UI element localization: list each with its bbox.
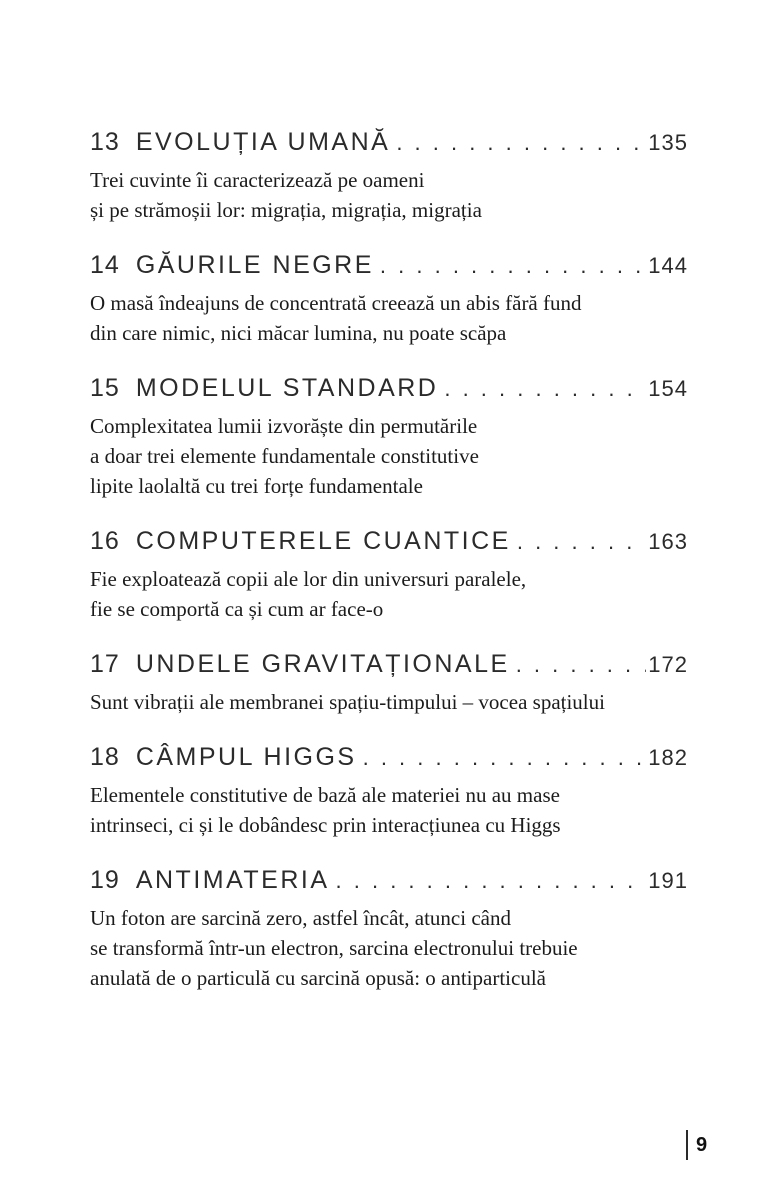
toc-entry-heading bbox=[90, 128, 688, 157]
chapter-title: EVOLUȚIA UMANĂ bbox=[135, 128, 391, 156]
chapter-page-number: 163 bbox=[648, 529, 688, 554]
toc-entry-heading bbox=[90, 743, 688, 772]
dot-leader bbox=[363, 744, 647, 772]
chapter-number: 16 bbox=[90, 527, 120, 555]
chapter-number: 17 bbox=[90, 650, 120, 678]
chapter-number: 14 bbox=[90, 251, 120, 279]
toc-entry-heading bbox=[90, 650, 688, 679]
chapter-title: ANTIMATERIA bbox=[135, 866, 330, 894]
toc-entry-heading bbox=[90, 251, 688, 280]
chapter-number: 18 bbox=[90, 743, 120, 771]
chapter-page-number: 172 bbox=[648, 652, 688, 677]
description-line: Fie exploatează copii ale lor din universuri paralele, bbox=[90, 567, 527, 591]
toc-entry-13 bbox=[90, 128, 688, 225]
chapter-number: 15 bbox=[90, 374, 120, 402]
chapter-page-number: 182 bbox=[648, 745, 688, 770]
toc-entry-15 bbox=[90, 374, 688, 501]
folio-page-number: 9 bbox=[696, 1133, 708, 1156]
folio-divider bbox=[686, 1130, 688, 1160]
chapter-title: CÂMPUL HIGGS bbox=[135, 743, 357, 771]
chapter-description bbox=[90, 564, 688, 624]
page-folio bbox=[686, 1130, 707, 1160]
description-line: Un foton are sarcină zero, astfel încât, atunci când bbox=[90, 906, 511, 930]
description-line: a doar trei elemente fundamentale constitutive bbox=[90, 444, 479, 468]
description-line: fie se comportă ca și cum ar face-o bbox=[90, 597, 384, 621]
chapter-description bbox=[90, 780, 688, 840]
toc-entry-heading bbox=[90, 374, 688, 403]
description-line: Complexitatea lumii izvorăște din permutările bbox=[90, 414, 478, 438]
toc-entry-14 bbox=[90, 251, 688, 348]
description-line: O masă îndeajuns de concentrată creează un abis fără fund bbox=[90, 291, 582, 315]
description-line: Trei cuvinte îi caracterizează pe oameni bbox=[90, 168, 425, 192]
toc-entry-heading bbox=[90, 866, 688, 895]
toc-entry-19 bbox=[90, 866, 688, 993]
chapter-description bbox=[90, 903, 688, 993]
toc-entry-heading bbox=[90, 527, 688, 556]
dot-leader bbox=[380, 252, 646, 280]
chapter-title: UNDELE GRAVITAȚIONALE bbox=[135, 650, 510, 678]
description-line: intrinseci, ci și le dobândesc prin interacțiunea cu Higgs bbox=[90, 813, 561, 837]
chapter-title: COMPUTERELE CUANTICE bbox=[135, 527, 511, 555]
description-line: se transformă într-un electron, sarcina electronului trebuie bbox=[90, 936, 578, 960]
dot-leader bbox=[444, 375, 646, 403]
description-line: lipite laolaltă cu trei forțe fundamentale bbox=[90, 474, 423, 498]
dot-leader bbox=[396, 129, 646, 157]
description-line: din care nimic, nici măcar lumina, nu poate scăpa bbox=[90, 321, 507, 345]
description-line: și pe strămoșii lor: migrația, migrația, migrația bbox=[90, 198, 482, 222]
toc-entry-16 bbox=[90, 527, 688, 624]
toc-entry-17 bbox=[90, 650, 688, 717]
chapter-description bbox=[90, 687, 688, 717]
toc-entry-18 bbox=[90, 743, 688, 840]
dot-leader bbox=[517, 528, 646, 556]
chapter-title: GĂURILE NEGRE bbox=[135, 251, 374, 279]
chapter-page-number: 135 bbox=[648, 130, 688, 155]
chapter-number: 19 bbox=[90, 866, 120, 894]
description-line: Sunt vibrații ale membranei spațiu-timpului – vocea spațiului bbox=[90, 690, 605, 714]
description-line: Elementele constitutive de bază ale materiei nu au mase bbox=[90, 783, 560, 807]
chapter-number: 13 bbox=[90, 128, 120, 156]
chapter-description bbox=[90, 288, 688, 348]
dot-leader bbox=[336, 867, 647, 895]
chapter-page-number: 191 bbox=[648, 868, 688, 893]
chapter-title: MODELUL STANDARD bbox=[135, 374, 439, 402]
dot-leader bbox=[516, 651, 647, 679]
chapter-description bbox=[90, 411, 688, 501]
description-line: anulată de o particulă cu sarcină opusă: o antiparticulă bbox=[90, 966, 546, 990]
chapter-description bbox=[90, 165, 688, 225]
chapter-page-number: 154 bbox=[648, 376, 688, 401]
chapter-page-number: 144 bbox=[648, 253, 688, 278]
